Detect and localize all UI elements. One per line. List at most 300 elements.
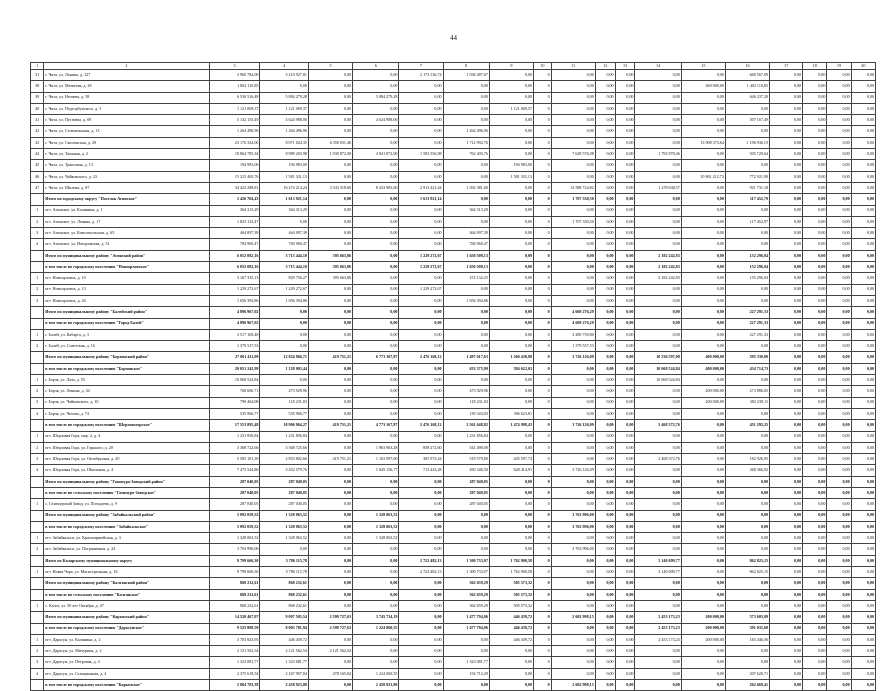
address-cell: г. Чита, ул. Трактовая, д. 13	[44, 160, 209, 171]
amount-cell: 0,00	[595, 273, 615, 284]
amount-cell: 0	[534, 115, 552, 126]
amount-cell: 1 038 487,07	[443, 70, 489, 81]
address-cell: г. Чита, ул. Смоленская, д. 29	[44, 137, 209, 148]
column-number: 7	[399, 63, 443, 70]
amount-cell: 1 656 394,86	[443, 295, 489, 306]
total-row	[31, 250, 876, 261]
amount-cell: 0,00	[489, 318, 533, 329]
amount-cell: 0,00	[308, 680, 352, 691]
amount-cell: 0,00	[770, 680, 803, 691]
amount-cell: 3 726 126,09	[551, 420, 595, 431]
amount-cell: 182 926,95	[725, 454, 769, 465]
column-number: 4	[260, 63, 309, 70]
table-row	[31, 329, 876, 340]
amount-cell: 1 656 394,86	[260, 295, 309, 306]
amount-cell: 0,00	[851, 115, 875, 126]
amount-cell: 0,00	[803, 103, 827, 114]
amount-cell: 0,00	[595, 634, 615, 645]
amount-cell: 505 573,32	[489, 600, 533, 611]
table-row	[31, 126, 876, 137]
amount-cell: 0,00	[595, 160, 615, 171]
amount-cell: 1 328 063,52	[209, 533, 260, 544]
amount-cell: 0,00	[681, 216, 725, 227]
amount-cell: 0,00	[770, 476, 803, 487]
amount-cell: 0,00	[353, 363, 399, 374]
amount-cell: 0,00	[615, 623, 635, 634]
amount-cell: 784 960,47	[209, 239, 260, 250]
amount-cell: 0,00	[551, 646, 595, 657]
amount-cell: 10 068 524,84	[635, 363, 681, 374]
amount-cell: 0,00	[803, 171, 827, 182]
amount-cell: 0,00	[851, 182, 875, 193]
amount-cell: 2 121 562,54	[209, 646, 260, 657]
amount-cell: 0,00	[353, 555, 399, 566]
amount-cell: 14 520 467,97	[209, 612, 260, 623]
amount-cell: 0,00	[827, 680, 851, 691]
table-row	[31, 284, 876, 295]
amount-cell: 2 853 802,66	[260, 454, 309, 465]
amount-cell: 0,00	[551, 160, 595, 171]
row-number-cell	[31, 589, 44, 600]
amount-cell: 0,00	[770, 454, 803, 465]
amount-cell: 0,00	[353, 431, 399, 442]
amount-cell: 1 862 110,85	[209, 81, 260, 92]
amount-cell: 0	[534, 149, 552, 160]
amount-cell: 0,00	[770, 623, 803, 634]
amount-cell: 0,00	[827, 521, 851, 532]
amount-cell: 0,00	[399, 668, 443, 679]
amount-cell: 0,00	[803, 70, 827, 81]
amount-cell: 0,00	[681, 555, 725, 566]
amount-cell: 784 960,47	[443, 239, 489, 250]
amount-cell: 0,00	[725, 341, 769, 352]
amount-cell: 0,00	[353, 216, 399, 227]
amount-cell: 0,00	[803, 623, 827, 634]
amount-cell: 16 274 214,24	[260, 182, 309, 193]
total-row	[31, 352, 876, 363]
amount-cell: 0,00	[770, 567, 803, 578]
amount-cell: 713 423,28	[399, 465, 443, 476]
amount-cell: 0	[534, 341, 552, 352]
amount-cell: 0,00	[827, 600, 851, 611]
amount-cell: 0,00	[353, 408, 399, 419]
amount-cell: 0,00	[353, 318, 399, 329]
amount-cell: 0,00	[551, 171, 595, 182]
table-row	[31, 408, 876, 419]
amount-cell: 0,00	[595, 454, 615, 465]
amount-cell: 0,00	[725, 205, 769, 216]
amount-cell: 0,00	[803, 284, 827, 295]
total-row	[31, 589, 876, 600]
amount-cell: 0,00	[615, 92, 635, 103]
amount-cell: 0,00	[551, 499, 595, 510]
amount-cell: 2 426 704,43	[209, 194, 260, 205]
amount-cell: 0,00	[770, 646, 803, 657]
amount-cell: 0,00	[489, 442, 533, 453]
table-row	[31, 137, 876, 148]
amount-cell: 0,00	[615, 70, 635, 81]
amount-cell: 287 040,05	[260, 487, 309, 498]
amount-cell: 1 379 537,53	[209, 341, 260, 352]
amount-cell: 0,00	[725, 646, 769, 657]
amount-cell: 0,00	[399, 329, 443, 340]
amount-cell: 0	[534, 216, 552, 227]
amount-cell: 0,00	[851, 103, 875, 114]
amount-cell: 0,00	[851, 386, 875, 397]
amount-cell: 1 323 081,77	[260, 657, 309, 668]
table-row	[31, 295, 876, 306]
amount-cell: 0,00	[851, 634, 875, 645]
amount-cell: 451 295,25	[725, 420, 769, 431]
amount-cell: 0,00	[851, 92, 875, 103]
amount-cell: 0	[534, 465, 552, 476]
amount-cell: 0,00	[489, 273, 533, 284]
amount-cell: 0,00	[595, 363, 615, 374]
amount-cell: 0,00	[827, 499, 851, 510]
amount-cell: 0,00	[595, 442, 615, 453]
amount-cell: 5 786 115,78	[260, 567, 309, 578]
amount-cell: 0,00	[681, 487, 725, 498]
amount-cell: 400 000,00	[681, 363, 725, 374]
amount-cell: 633 375,99	[443, 363, 489, 374]
amount-cell: 0,00	[308, 216, 352, 227]
column-number: 16	[725, 63, 769, 70]
amount-cell: 0	[534, 171, 552, 182]
amount-cell: 0,00	[681, 239, 725, 250]
amount-cell: 1 762 900,58	[489, 555, 533, 566]
amount-cell: 573 605,09	[725, 612, 769, 623]
amount-cell: 0,00	[770, 341, 803, 352]
row-number-cell: 3	[31, 397, 44, 408]
amount-cell: 0,00	[635, 589, 681, 600]
amount-cell: 1 328 063,52	[260, 510, 309, 521]
amount-cell: 0,00	[443, 171, 489, 182]
amount-cell: 921 731,18	[725, 182, 769, 193]
amount-cell: 2 561 648,82	[443, 420, 489, 431]
amount-cell: 0,00	[443, 81, 489, 92]
amount-cell: 0,00	[308, 465, 352, 476]
amount-cell: 0,00	[595, 228, 615, 239]
amount-cell: 0	[534, 476, 552, 487]
amount-cell: 6 773 167,87	[353, 352, 399, 363]
amount-cell: 0,00	[803, 318, 827, 329]
amount-cell: 0,00	[770, 81, 803, 92]
amount-cell: 394 622,03	[489, 363, 533, 374]
table-row	[31, 431, 876, 442]
address-cell: пгт. Дарасун, ул. Станционная, д. 4	[44, 668, 209, 679]
address-cell: в том числе по сельскому поселению "Калганское"	[44, 589, 209, 600]
amount-cell: 0,00	[489, 646, 533, 657]
amount-cell: 0,00	[635, 510, 681, 521]
amount-cell: 0,00	[681, 431, 725, 442]
row-number-cell: 3	[31, 454, 44, 465]
amount-cell: 0,00	[551, 578, 595, 589]
amount-cell: 10 906 964,27	[260, 420, 309, 431]
amount-cell: 0	[534, 363, 552, 374]
amount-cell: 1 402 110,85	[725, 81, 769, 92]
amount-cell: 0,00	[851, 250, 875, 261]
amount-cell: 1 229 272,67	[209, 284, 260, 295]
amount-cell: 0,00	[851, 171, 875, 182]
amount-cell: 646 237,20	[725, 92, 769, 103]
amount-cell: 2 458 923,80	[353, 680, 399, 691]
amount-cell: 0,00	[681, 465, 725, 476]
amount-cell: 287 040,05	[209, 499, 260, 510]
amount-cell: 0,00	[595, 589, 615, 600]
amount-cell: 3 763 996,00	[551, 510, 595, 521]
table-row	[31, 239, 876, 250]
table-row	[31, 341, 876, 352]
amount-cell: 0,00	[851, 205, 875, 216]
row-number-cell	[31, 476, 44, 487]
column-number: 10	[534, 63, 552, 70]
amount-cell: 0,00	[681, 510, 725, 521]
amount-cell: 419 751,21	[308, 352, 352, 363]
amount-cell: 0,00	[681, 92, 725, 103]
amount-cell: 0,00	[615, 646, 635, 657]
amount-cell: 0,00	[827, 352, 851, 363]
amount-cell: 0,00	[615, 318, 635, 329]
amount-cell: 0	[534, 182, 552, 193]
address-cell: г. Чита, ул. Подгорбунского, д. 3	[44, 103, 209, 114]
amount-cell: 0	[534, 194, 552, 205]
amount-cell: 0,00	[399, 341, 443, 352]
amount-cell: 0,00	[489, 250, 533, 261]
amount-cell: 0,00	[770, 612, 803, 623]
amount-cell: 2 453 173,23	[635, 634, 681, 645]
address-cell: пгт. Агинское, ул. Комсомольская, д. 65	[44, 228, 209, 239]
row-number-cell: 1	[31, 375, 44, 386]
amount-cell: 0,00	[615, 454, 635, 465]
amount-cell: 0,00	[827, 533, 851, 544]
amount-cell: 0	[534, 634, 552, 645]
amount-cell: 0,00	[615, 295, 635, 306]
amount-cell: 0,00	[595, 329, 615, 340]
amount-cell: 0	[534, 668, 552, 679]
amount-cell: 395 663,86	[308, 250, 352, 261]
amount-cell: 868 232,61	[209, 578, 260, 589]
amount-cell: 0,00	[551, 126, 595, 137]
amount-cell: 0,00	[827, 657, 851, 668]
amount-cell: 0,00	[615, 103, 635, 114]
address-cell: г. Балей, ул. Советская, д. 16	[44, 341, 209, 352]
amount-cell: 0,00	[803, 454, 827, 465]
amount-cell: 446 439,72	[489, 612, 533, 623]
amount-cell: 0	[534, 262, 552, 273]
amount-cell: 0,00	[803, 363, 827, 374]
row-number-cell: 31	[31, 70, 44, 81]
table-row	[31, 454, 876, 465]
amount-cell: 0	[534, 318, 552, 329]
amount-cell: 0,00	[770, 182, 803, 193]
amount-cell: 0,00	[308, 228, 352, 239]
address-cell: пгт. Дарасун, ул. Петровая, д. 4	[44, 657, 209, 668]
amount-cell: 0,00	[308, 160, 352, 171]
amount-cell: 2 722 482,13	[399, 555, 443, 566]
address-cell: пгт. Шерловая Гора, ул. Октябрьская, д. 20	[44, 454, 209, 465]
amount-cell: 0,00	[827, 262, 851, 273]
table-row	[31, 160, 876, 171]
amount-cell: 0,00	[770, 284, 803, 295]
amount-cell: 0,00	[635, 657, 681, 668]
amount-cell: 0,00	[595, 137, 615, 148]
row-number-cell	[31, 250, 44, 261]
amount-cell: 194 983,00	[260, 160, 309, 171]
amount-cell: 0,00	[615, 680, 635, 691]
amount-cell: 868 232,61	[260, 600, 309, 611]
amount-cell: 0,00	[353, 126, 399, 137]
row-number-cell: 4	[31, 668, 44, 679]
amount-cell: 0,00	[308, 70, 352, 81]
row-number-cell: 1	[31, 205, 44, 216]
amount-cell: 446 439,72	[489, 623, 533, 634]
amount-cell: 0,00	[551, 115, 595, 126]
amount-cell: 0,00	[803, 510, 827, 521]
amount-cell: 152 296,04	[725, 250, 769, 261]
row-number-cell: 1	[31, 600, 44, 611]
amount-cell: 2 458 923,80	[260, 680, 309, 691]
total-row	[31, 262, 876, 273]
amount-cell: 2 182 242,83	[635, 262, 681, 273]
amount-cell: 34 423 288,81	[209, 182, 260, 193]
column-number: 20	[851, 63, 875, 70]
amount-cell: 395 663,86	[308, 273, 352, 284]
amount-cell: 0,00	[725, 578, 769, 589]
amount-cell: 1 229 272,67	[260, 284, 309, 295]
amount-cell: 0,00	[803, 578, 827, 589]
row-number-cell	[31, 262, 44, 273]
row-number-cell: 47	[31, 182, 44, 193]
amount-cell: 0,00	[595, 668, 615, 679]
amount-cell: 0,00	[489, 115, 533, 126]
amount-cell: 1 497 617,63	[443, 352, 489, 363]
amount-cell: 0,00	[308, 589, 352, 600]
amount-cell: 0,00	[851, 544, 875, 555]
column-number: 9	[489, 63, 533, 70]
row-number-cell: 2	[31, 544, 44, 555]
amount-cell: 0,00	[681, 160, 725, 171]
column-number: 12	[595, 63, 615, 70]
amount-cell: 0	[534, 397, 552, 408]
amount-cell: 4 841 872,00	[353, 149, 399, 160]
amount-cell: 0,00	[635, 160, 681, 171]
amount-cell: 1 264 496,96	[260, 126, 309, 137]
amount-cell: 0,00	[551, 228, 595, 239]
amount-cell: 0,00	[770, 194, 803, 205]
amount-cell: 0,00	[308, 329, 352, 340]
amount-cell: 0,00	[308, 81, 352, 92]
amount-cell: 2 121 562,54	[260, 646, 309, 657]
amount-cell: 0,00	[551, 567, 595, 578]
amount-cell: 595 330,00	[725, 352, 769, 363]
amount-cell: 0,00	[681, 307, 725, 318]
amount-cell: 0,00	[851, 363, 875, 374]
amount-cell: 0,00	[489, 149, 533, 160]
amount-cell: 0,00	[551, 70, 595, 81]
amount-cell: 460 000,00	[681, 81, 725, 92]
amount-cell: 838 272,60	[399, 442, 443, 453]
row-number-cell: 42	[31, 126, 44, 137]
amount-cell: 0,00	[615, 137, 635, 148]
amount-cell: 0,00	[615, 442, 635, 453]
amount-cell: 0,00	[770, 600, 803, 611]
row-number-cell: 3	[31, 295, 44, 306]
table-row	[31, 216, 876, 227]
amount-cell: 0,00	[353, 646, 399, 657]
amount-cell: 0	[534, 454, 552, 465]
amount-cell: 0,00	[851, 318, 875, 329]
amount-cell: 0,00	[770, 216, 803, 227]
amount-cell: 0,00	[851, 442, 875, 453]
amount-cell: 0,00	[635, 70, 681, 81]
row-number-cell: 39	[31, 92, 44, 103]
amount-cell: 0,00	[681, 329, 725, 340]
amount-cell: 0,00	[635, 431, 681, 442]
amount-cell: 0,00	[851, 352, 875, 363]
amount-cell: 396 623,81	[489, 408, 533, 419]
amount-cell: 3 140 699,77	[635, 567, 681, 578]
amount-cell: 1 477 794,06	[443, 623, 489, 634]
amount-cell: 0,00	[443, 510, 489, 521]
amount-cell: 0,00	[681, 70, 725, 81]
amount-cell: 0,00	[851, 567, 875, 578]
amount-cell: 0,00	[595, 295, 615, 306]
amount-cell: 0,00	[635, 284, 681, 295]
amount-cell: 0,00	[851, 375, 875, 386]
amount-cell: 1 645 156,77	[353, 465, 399, 476]
row-number-cell: 2	[31, 284, 44, 295]
total-row	[31, 487, 876, 498]
amount-cell: 0,00	[353, 476, 399, 487]
amount-cell: 535 966,77	[209, 408, 260, 419]
amount-cell: 0,00	[635, 476, 681, 487]
amount-cell: 0,00	[399, 623, 443, 634]
total-row	[31, 307, 876, 318]
amount-cell: 0,00	[851, 578, 875, 589]
amount-cell: 6 052 082,16	[209, 262, 260, 273]
amount-cell: 200 000,00	[681, 623, 725, 634]
amount-cell: 0,00	[595, 92, 615, 103]
amount-cell: 505 573,32	[489, 578, 533, 589]
amount-cell: 1 229 272,67	[399, 262, 443, 273]
amount-cell: 0,00	[827, 329, 851, 340]
total-row	[31, 510, 876, 521]
amount-cell: 0,00	[803, 341, 827, 352]
amount-cell: 0,00	[803, 250, 827, 261]
amount-cell: 0,00	[615, 115, 635, 126]
amount-cell: 23 176 334,00	[209, 137, 260, 148]
amount-cell: 0,00	[353, 544, 399, 555]
amount-cell: 0,00	[551, 668, 595, 679]
amount-cell: 0,00	[489, 284, 533, 295]
amount-cell: 0,00	[595, 126, 615, 137]
amount-cell: 0,00	[803, 205, 827, 216]
amount-cell: 519 579,80	[443, 454, 489, 465]
amount-cell: 0,00	[443, 329, 489, 340]
amount-cell: 0,00	[353, 589, 399, 600]
amount-cell: 0,00	[803, 216, 827, 227]
amount-cell: 0,00	[827, 194, 851, 205]
amount-cell: 0,00	[489, 329, 533, 340]
amount-cell: 0,00	[353, 262, 399, 273]
address-cell: г. Чита, ул. Селенгинская, д. 13	[44, 126, 209, 137]
amount-cell: 2 599 727,63	[308, 612, 352, 623]
amount-cell: 1 650 508,13	[443, 250, 489, 261]
amount-cell: 2 599 727,63	[308, 623, 352, 634]
amount-cell: 0,00	[615, 307, 635, 318]
amount-cell: 152 296,04	[725, 262, 769, 273]
amount-cell: 0,00	[681, 442, 725, 453]
